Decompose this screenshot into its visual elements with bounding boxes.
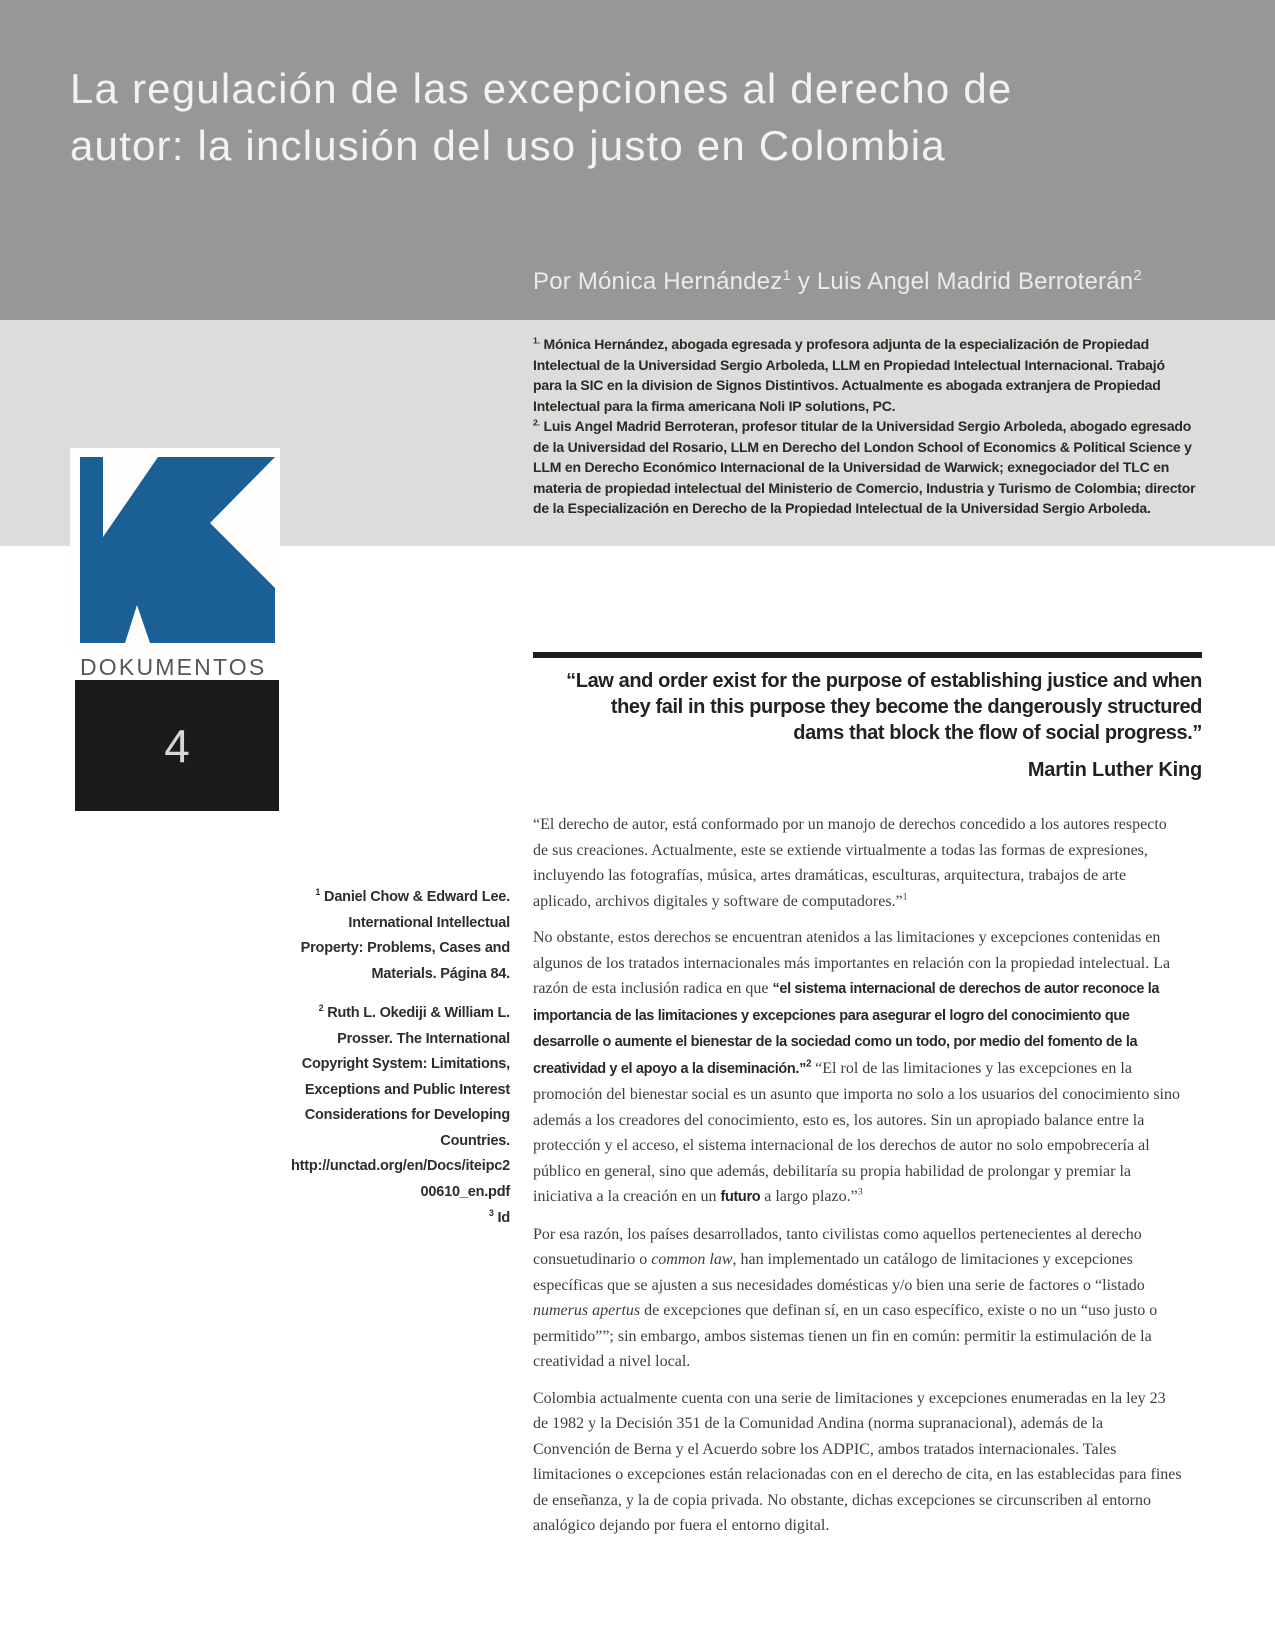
footnote-ref-3: $^3$ Id — [488, 1208, 510, 1226]
title-line-1: La regulación de las excepciones al derecho de — [70, 65, 1013, 112]
title-line-2: autor: la inclusión del uso justo en Colombia — [70, 122, 946, 169]
brand-wordmark: DOKUMENTOS — [80, 654, 267, 680]
header-band — [0, 0, 1275, 320]
author-note-2: $^{2.}$ Luis Angel Madrid Berroteran, profesor titular de la Universidad Sergio Arboleda, abogado egresado de la Universidad del Rosario, LLM en Derecho del London School of Economics & Political Science y LLM en Derecho Económico Internacional de la Universidad de Warwick; exnegociador del TLC en materia de propiedad intelectual del Ministerio de Comercio, Industria y Turismo de Colombia; director de la Especialización en Derecho de la Propiedad Intelectual de la Universidad Sergio Arboleda. — [533, 417, 1196, 516]
body-paragraph-2: No obstante, estos derechos se encuentran atenidos a las limitaciones y excepciones contenidas en algunos de los tratados internacionales más importantes en relación con la propiedad intelectual. La razón de esta inclusión radica en que “el sistema internacional de derechos de autor reconoce la importancia de las limitaciones y excepciones para asegurar el logro del conocimiento que desarrolle o aumente el bienestar de la sociedad como un todo, por medio del fomento de la creatividad y el apoyo a la diseminación.”$^2$ “El rol de las limitaciones y las excepciones en la promoción del bienestar social es un asunto que importa no solo a los usuarios del conocimiento sino además a los creadores del conocimiento, esto es, los autores. Sin un apropiado balance entre la protección y el acceso, el sistema internacional de los derechos de autor no solo empobrecería al público en general, sino que además, debilitaría su propia habilidad de prolongar y premiar la iniciativa a la creación en un futuro a largo plazo.”$^3$ — [533, 929, 1180, 1205]
pull-quote — [533, 652, 1202, 782]
footnote-ref-2: $^2$ Ruth L. Okediji & William L. Prosser. The International Copyright System: Limitations, Exceptions and Public Interest Considerations for Developing Countries. http://unctad.org/en/Docs/iteipc200610_en.pdf — [291, 1003, 510, 1200]
issue-number: 4 — [164, 719, 190, 772]
pull-quote-line-3: dams that block the flow of social progress.” — [793, 722, 1202, 744]
article-body — [533, 812, 1183, 1550]
body-paragraph-3: Por esa razón, los países desarrollados, tanto civilistas como aquellos pertenecientes al derecho consuetudinario o common law, han implementado un catálogo de limitaciones y excepciones específicas que se ajusten a sus necesidades domésticas y/o bien una serie de factores o “listado numerus apertus de excepciones que definan sí, en un caso específico, existe o no un “uso justo o permitido””; sin embargo, ambos sistemas tienen un fin en común: permitir la estimulación de la creatividad a nivel local. — [533, 1225, 1158, 1370]
k-logo — [70, 448, 280, 772]
body-paragraph-4: Colombia actualmente cuenta con una serie de limitaciones y excepciones enumeradas en la ley 23 de 1982 y la Decisión 351 de la Comunidad Andina (norma supranacional), además de la Convención de Berna y el Acuerdo sobre los ADPIC, ambos tratados internacionales. Tales limitaciones o excepciones están relacionadas con en el derecho de cita, en las establecidas para fines de enseñanza, y la de copia privada. No obstante, dichas excepciones se circunscriben al entorno analógico dejando por fuera el entorno digital. — [533, 1389, 1182, 1534]
pull-quote-attribution: Martin Luther King — [1027, 759, 1202, 781]
footnote-ref-1: $^1$ Daniel Chow & Edward Lee. International Intellectual Property: Problems, Cases and Materials. Página 84. — [300, 887, 510, 982]
author-note-1: $^{1.}$ Mónica Hernández, abogada egresada y profesora adjunta de la especialización de Propiedad Intelectual de la Universidad Sergio Arboleda, LLM en Propiedad Intelectual Internacional. Trabajó para la SIC en la division de Signos Distintivos. Actualmente es abogada extranjera de Propiedad Intelectual para la firma americana Noli IP solutions, PC. — [533, 335, 1165, 414]
pull-quote-line-1: “Law and order exist for the purpose of establishing justice and when — [566, 670, 1202, 692]
byline: Por Mónica Hernández$^1$ y Luis Angel Madrid Berroterán$^2$ — [533, 268, 1142, 295]
author-notes — [533, 334, 1197, 519]
k-logo-icon — [80, 457, 275, 643]
k-logo-box — [70, 448, 280, 650]
page-title — [70, 60, 1180, 174]
pull-quote-line-2: they fail in this purpose they become the dangerously structured — [610, 696, 1202, 718]
body-paragraph-1: “El derecho de autor, está conformado por un manojo de derechos concedido a los autores respecto de sus creaciones. Actualmente, este se extiende virtualmente a todas las formas de expresiones, incluyendo las fotografías, música, artes dramáticas, esculturas, arquitectura, trabajos de arte aplicado, archivos digitales y software de computadores.”$^1$ — [533, 816, 1167, 910]
issue-number-box — [75, 680, 279, 811]
